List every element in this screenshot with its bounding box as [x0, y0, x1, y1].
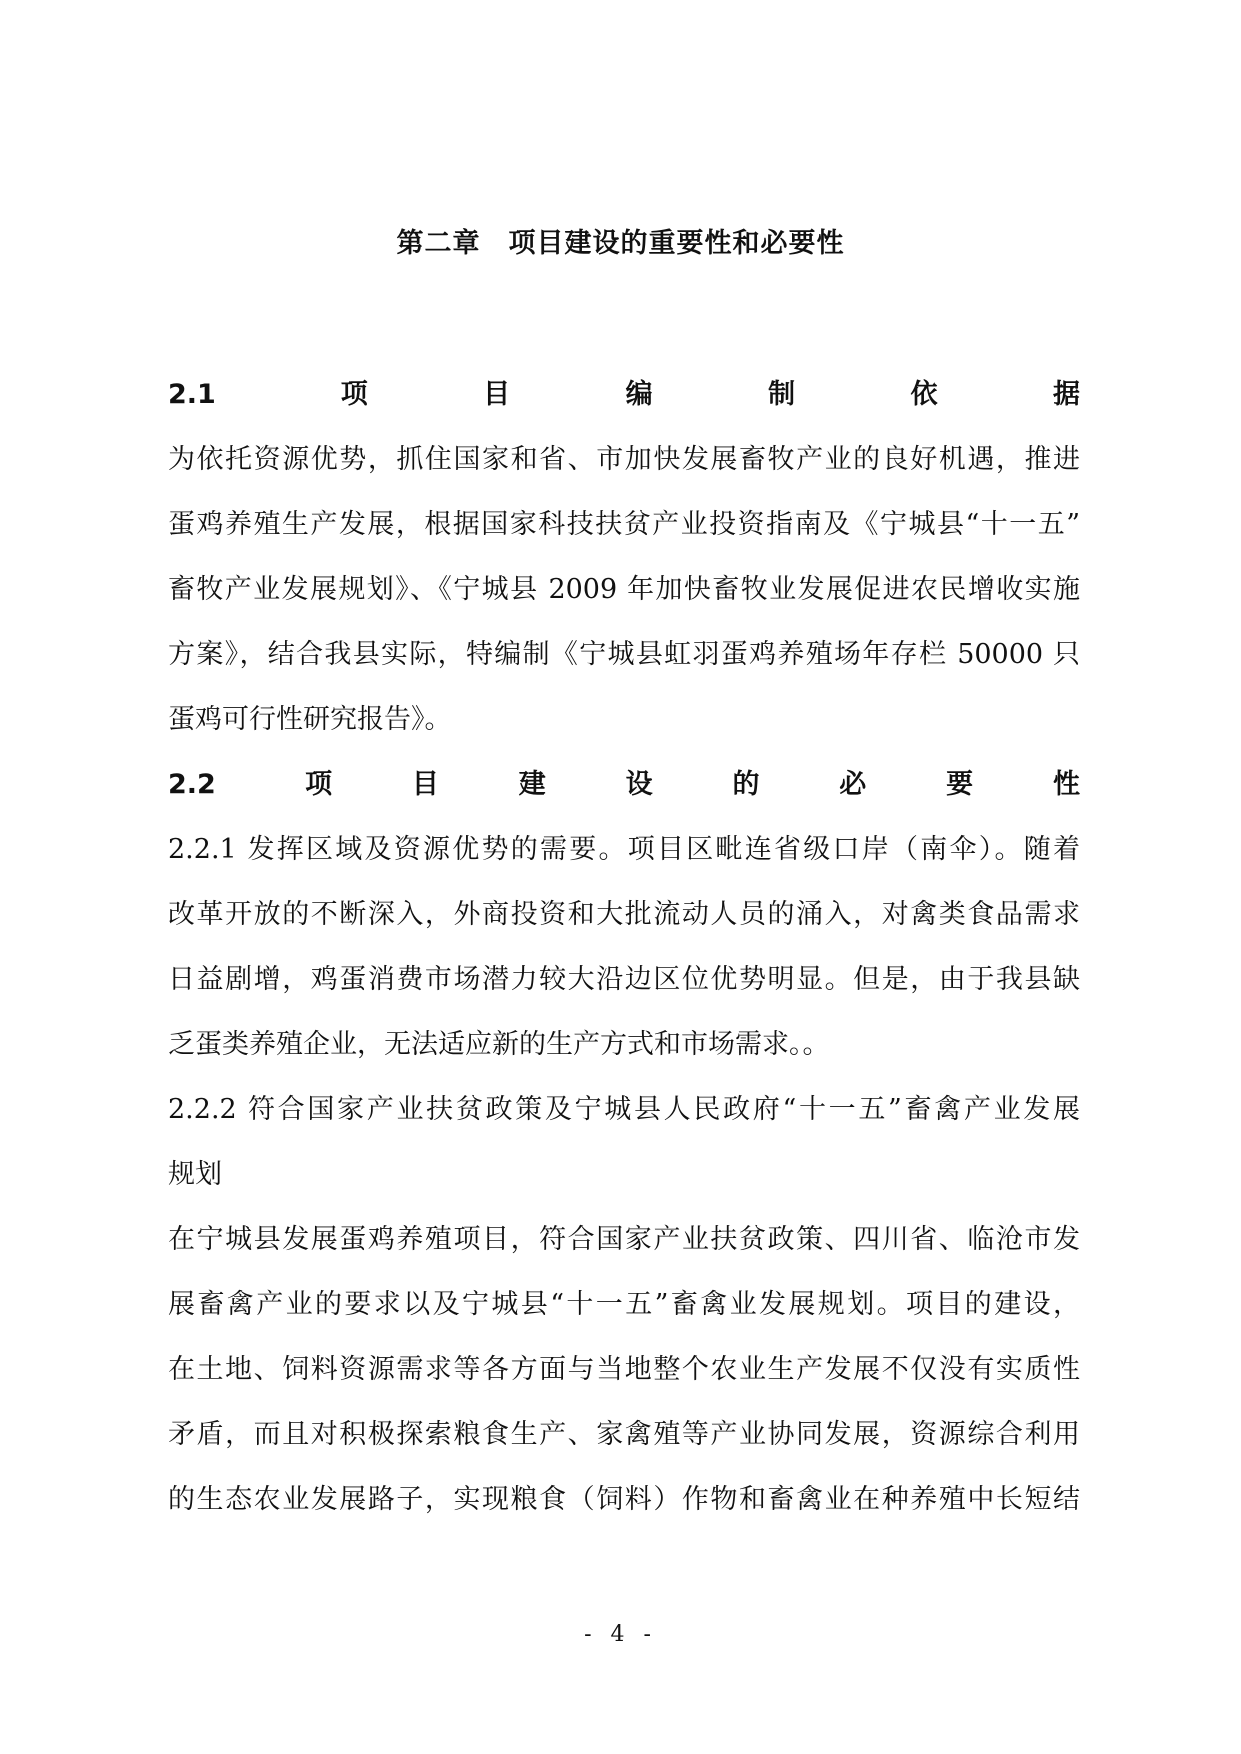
- text-line: 日益剧增，鸡蛋消费市场潜力较大沿边区位优势明显。但是，由于我县缺: [168, 964, 1080, 995]
- text-line: 蛋鸡养殖生产发展，根据国家科技扶贫产业投资指南及《宁城县“十一五”: [168, 509, 1080, 540]
- section-heading-2-1: 2.1 项目编制依据: [168, 379, 1080, 410]
- page-number: - 4 -: [584, 1622, 657, 1647]
- text-line: 蛋鸡可行性研究报告》。: [168, 704, 452, 735]
- text-line: 矛盾，而且对积极探索粮食生产、家禽殖等产业协同发展，资源综合利用: [168, 1419, 1080, 1450]
- section-heading-2-2: 2.2 项目建设的必要性: [168, 769, 1080, 800]
- text-line: 的生态农业发展路子，实现粮食（饲料）作物和畜禽业在种养殖中长短结: [168, 1484, 1080, 1515]
- text-line: 2.2.1 发挥区域及资源优势的需要。项目区毗连省级口岸（南伞）。随着: [168, 834, 1080, 865]
- text-line: 畜牧产业发展规划》、《宁城县 2009 年加快畜牧业发展促进农民增收实施: [168, 574, 1080, 605]
- text-line: 改革开放的不断深入，外商投资和大批流动人员的涌入，对禽类食品需求: [168, 899, 1080, 930]
- text-line: 方案》，结合我县实际，特编制《宁城县虹羽蛋鸡养殖场年存栏 50000 只: [168, 639, 1080, 670]
- text-line: 在宁城县发展蛋鸡养殖项目，符合国家产业扶贫政策、四川省、临沧市发: [168, 1224, 1080, 1255]
- body-text: [168, 362, 1080, 1532]
- text-line: 规划: [168, 1159, 222, 1190]
- text-line: 展畜禽产业的要求以及宁城县“十一五”畜禽业发展规划。项目的建设，: [168, 1289, 1080, 1320]
- text-line: 为依托资源优势，抓住国家和省、市加快发展畜牧产业的良好机遇，推进: [168, 444, 1080, 475]
- chapter-title: 第二章 项目建设的重要性和必要性: [396, 228, 845, 259]
- text-line: 在土地、饲料资源需求等各方面与当地整个农业生产发展不仅没有实质性: [168, 1354, 1080, 1385]
- text-line: 乏蛋类养殖企业，无法适应新的生产方式和市场需求。。: [168, 1029, 830, 1060]
- text-line: 2.2.2 符合国家产业扶贫政策及宁城县人民政府“十一五”畜禽产业发展: [168, 1094, 1080, 1125]
